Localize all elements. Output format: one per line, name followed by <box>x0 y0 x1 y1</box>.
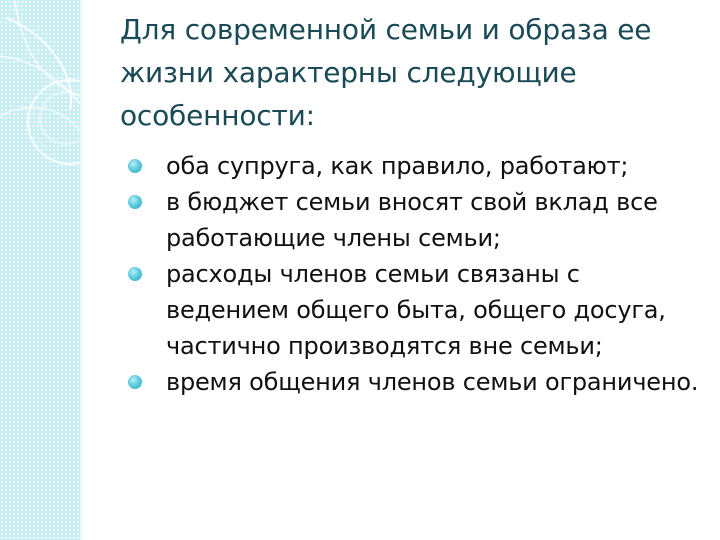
bullet-item-expenses <box>128 256 703 364</box>
bullet-item-working-spouses <box>128 148 703 184</box>
bullet-dot-icon <box>128 375 142 389</box>
decorative-side-strip <box>0 0 82 540</box>
slide-title: Для современной семьи и образа ее жизни характерны следующие особенности: <box>120 13 652 132</box>
bullet-dot-icon <box>128 267 142 281</box>
bullet-text: в бюджет семьи вносят свой вклад все работающие члены семьи; <box>166 188 658 252</box>
bullet-text: расходы членов семьи связаны с ведением общего быта, общего досуга, частично производятся вне семьи; <box>166 260 666 360</box>
bullet-dot-icon <box>128 159 142 173</box>
bullet-text: время общения членов семьи ограничено. <box>166 368 699 396</box>
bullet-dot-icon <box>128 195 142 209</box>
bullet-text: оба супруга, как правило, работают; <box>166 152 629 180</box>
bullet-item-limited-communication <box>128 364 703 400</box>
bullet-item-family-budget <box>128 184 703 256</box>
swirl-ornament <box>0 0 80 540</box>
bullet-list <box>128 148 703 400</box>
